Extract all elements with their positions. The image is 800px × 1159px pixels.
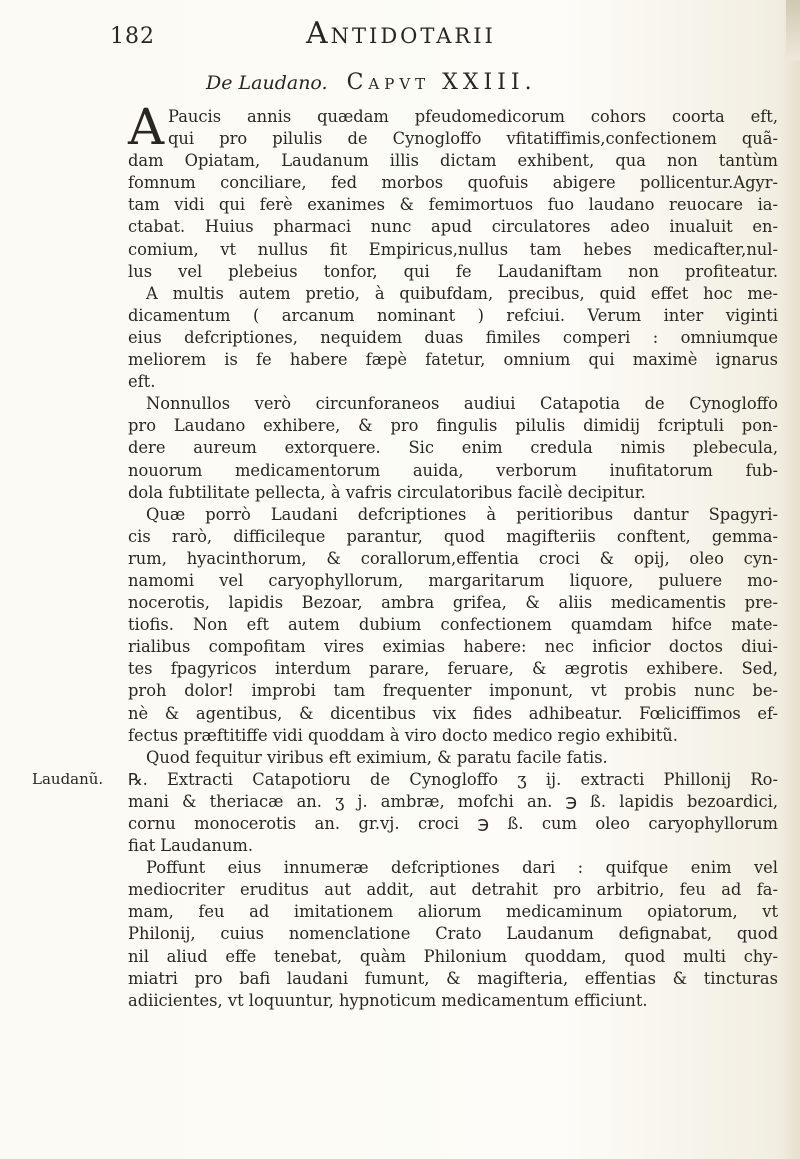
- text-line: dam Opiatam, Laudanum illis dictam exhibent, qua non tantùm: [128, 151, 778, 171]
- text-line: eius defcriptiones, nequidem duas fimiles comperi : omniumque: [128, 327, 778, 347]
- page-number: 182: [110, 24, 155, 49]
- text-line: Poffunt eius innumeræ defcriptiones dari : quifque enim vel: [146, 858, 778, 878]
- text-line: mam, feu ad imitationem aliorum medicaminum opiatorum, vt: [128, 902, 778, 922]
- text-line: tam vidi qui ferè exanimes & femimortuos fuo laudano reuocare ia-: [128, 195, 778, 215]
- text-line: nouorum medicamentorum auida, verborum inufitatorum fub-: [128, 460, 778, 480]
- text-line: ℞. Extracti Catapotioru de Cynogloffo ʒ ij. extracti Phillonij Ro-: [128, 769, 778, 789]
- chapter-subject: De Laudano.: [206, 72, 328, 94]
- text-line: mediocriter eruditus aut addit, aut detrahit pro arbitrio, feu ad fa-: [128, 880, 778, 900]
- text-line: namomi vel caryophyllorum, margaritarum liquore, puluere mo-: [128, 570, 778, 590]
- text-line: Quæ porrò Laudani defcriptiones à peritioribus dantur Spagyri-: [146, 504, 778, 524]
- text-line: rialibus compofitam vires eximias habere: nec inficior doctos diui-: [128, 637, 778, 657]
- running-title: Antidotarii: [306, 16, 496, 51]
- text-line: miatri pro bafi laudani fumunt, & magifteria, effentias & tincturas: [128, 968, 778, 988]
- chapter-number: Capvt XXIII.: [346, 70, 537, 95]
- drop-capital: A: [128, 98, 165, 156]
- text-line: lus vel plebeius tonfor, qui fe Laudaniftam non profiteatur.: [128, 261, 778, 281]
- text-line: A multis autem pretio, à quibufdam, precibus, quid effet hoc me-: [146, 283, 778, 303]
- text-line: fectus præftitiffe vidi quoddam à viro docto medico regio exhibitũ.: [128, 725, 678, 745]
- text-line: fiat Laudanum.: [128, 836, 254, 856]
- text-line: nè & agentibus, & dicentibus vix fides adhibeatur. Fœliciffimos ef-: [128, 703, 778, 723]
- text-line: dicamentum ( arcanum nominant ) refciui. Verum inter viginti: [128, 305, 778, 325]
- text-line: pro Laudano exhibere, & pro fingulis pilulis dimidij fcriptuli pon-: [128, 416, 778, 436]
- text-line: dola fubtilitate pellecta, à vafris circulatoribus facilè decipitur.: [128, 482, 646, 502]
- text-line: mani & theriacæ an. ʒ j. ambræ, mofchi an. ℈ ß. lapidis bezoardici,: [128, 791, 778, 811]
- text-line: meliorem is fe habere fæpè fatetur, omnium qui maximè ignarus: [128, 350, 778, 370]
- text-line: Philonij, cuius nomenclatione Crato Laudanum defignabat, quod: [128, 924, 778, 944]
- body-text: [128, 98, 778, 1012]
- text-line: Nonnullos verò circunforaneos audiui Catapotia de Cynogloffo: [146, 394, 778, 414]
- text-line: nocerotis, lapidis Bezoar, ambra grifea, & aliis medicamentis pre-: [128, 593, 778, 613]
- text-line: qui pro pilulis de Cynogloffo vfitatiffimis,confectionem quã-: [168, 129, 778, 149]
- margin-note: Laudanũ.: [32, 770, 104, 788]
- text-line: Quod fequitur viribus eft eximium, & paratu facile fatis.: [146, 747, 608, 767]
- text-line: ctabat. Huius pharmaci nunc apud circulatores adeo inualuit en-: [128, 217, 778, 237]
- text-line: comium, vt nullus fit Empiricus,nullus tam hebes medicafter,nul-: [128, 239, 778, 259]
- text-line: fomnum conciliare, fed morbos quofuis abigere pollicentur.Agyr-: [128, 173, 778, 193]
- page-header: [110, 14, 770, 54]
- text-line: adiicientes, vt loquuntur, hypnoticum medicamentum efficiunt.: [128, 990, 648, 1010]
- text-line: proh dolor! improbi tam frequenter imponunt, vt probis nunc be-: [128, 681, 778, 701]
- text-line: eft.: [128, 372, 156, 392]
- chapter-heading: [206, 70, 537, 95]
- text-line: dere aureum extorquere. Sic enim credula nimis plebecula,: [128, 438, 778, 458]
- text-line: nil aliud effe tenebat, quàm Philonium quoddam, quod multi chy-: [128, 946, 778, 966]
- text-line: rum, hyacinthorum, & corallorum,effentia croci & opij, oleo cyn-: [128, 548, 778, 568]
- text-line: cis rarò, difficileque parantur, quod magifteriis conftent, gemma-: [128, 526, 778, 546]
- text-line: cornu monocerotis an. gr.vj. croci ℈ ß. cum oleo caryophyllorum: [128, 814, 778, 833]
- text-line: tiofis. Non eft autem dubium confectionem quamdam hifce mate-: [128, 615, 778, 635]
- text-line: tes fpagyricos interdum parare, feruare, & ægrotis exhibere. Sed,: [128, 659, 778, 679]
- text-line: Paucis annis quædam pfeudomedicorum cohors coorta eft,: [168, 107, 778, 126]
- page-edge-shadow: [786, 0, 800, 60]
